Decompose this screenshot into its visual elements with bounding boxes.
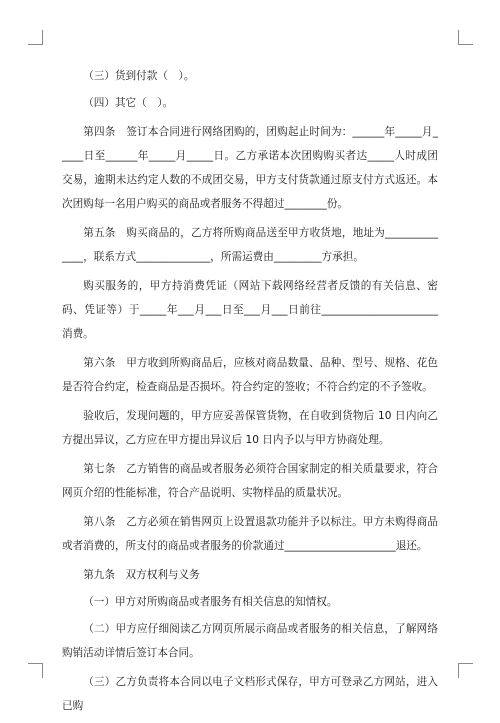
paragraph-inspection: 验收后，发现问题的，甲方应妥善保管货物，在自收到货物后 10 日内向乙方提出异议，乙方应在甲方提出异议后 10 日内予以与甲方协商处理。 <box>62 410 438 446</box>
paragraph-payment-cod: （三）货到付款（ ）。 <box>83 70 195 82</box>
paragraph-article-7: 第七条 乙方销售的商品或者服务必须符合国家制定的相关质量要求，符合网页介绍的性能标准，符合产品说明、实物样品的质量状况。 <box>62 463 438 499</box>
crop-mark-top-right <box>458 30 473 45</box>
paragraph-right-2: （二）甲方应仔细阅读乙方网页所展示商品或者服务的相关信息，了解网络购销活动详情后签订本合同。 <box>62 623 438 659</box>
paragraph-article-8: 第八条 乙方必须在销售网页上设置退款功能并予以标注。甲方未购得商品或者消费的，所支付的商品或者服务的价款通过_____________________退还。 <box>62 516 438 552</box>
paragraph-article-5: 第五条 购买商品的，乙方将所购商品送至甲方收货地，地址为______________，联系方式______________，所需运费由_________方承担。 <box>62 227 438 263</box>
crop-mark-bottom-left <box>28 663 43 678</box>
paragraph-article-4: 第四条 签订本合同进行网络团购的，团购起止时间为：______年_____月_____日至______年_____月_____日。乙方承诺本次团购购买者达_____人时成团交易，逾期未达约定人数的不成团交易，甲方支付货款通过原支付方式返还。本次团购每一名用户购买的商品或者服务不得超过________份。 <box>62 126 438 210</box>
crop-mark-top-left <box>28 30 43 45</box>
paragraph-service-purchase: 购买服务的，甲方持消费凭证（网站下载网络经营者反馈的有关信息、密码、凭证等）于_____年___月___日至___月___日前往______________________消费。 <box>62 280 438 340</box>
paragraph-right-1: （一）甲方对所购商品或者服务有相关信息的知情权。 <box>83 596 338 608</box>
paragraph-article-6: 第六条 甲方收到所购商品后，应核对商品数量、品种、型号、规格、花色是否符合约定，检查商品是否损坏。符合约定的签收；不符合约定的不予签收。 <box>62 357 438 393</box>
crop-mark-bottom-right <box>458 663 473 678</box>
paragraph-right-3: （三）乙方负责将本合同以电子文档形式保存，甲方可登录乙方网站，进入已购 <box>62 676 438 712</box>
document-body <box>62 64 438 723</box>
paragraph-article-9-heading: 第九条 双方权利与义务 <box>83 569 200 581</box>
paragraph-payment-other: （四）其它（ ）。 <box>83 97 174 109</box>
